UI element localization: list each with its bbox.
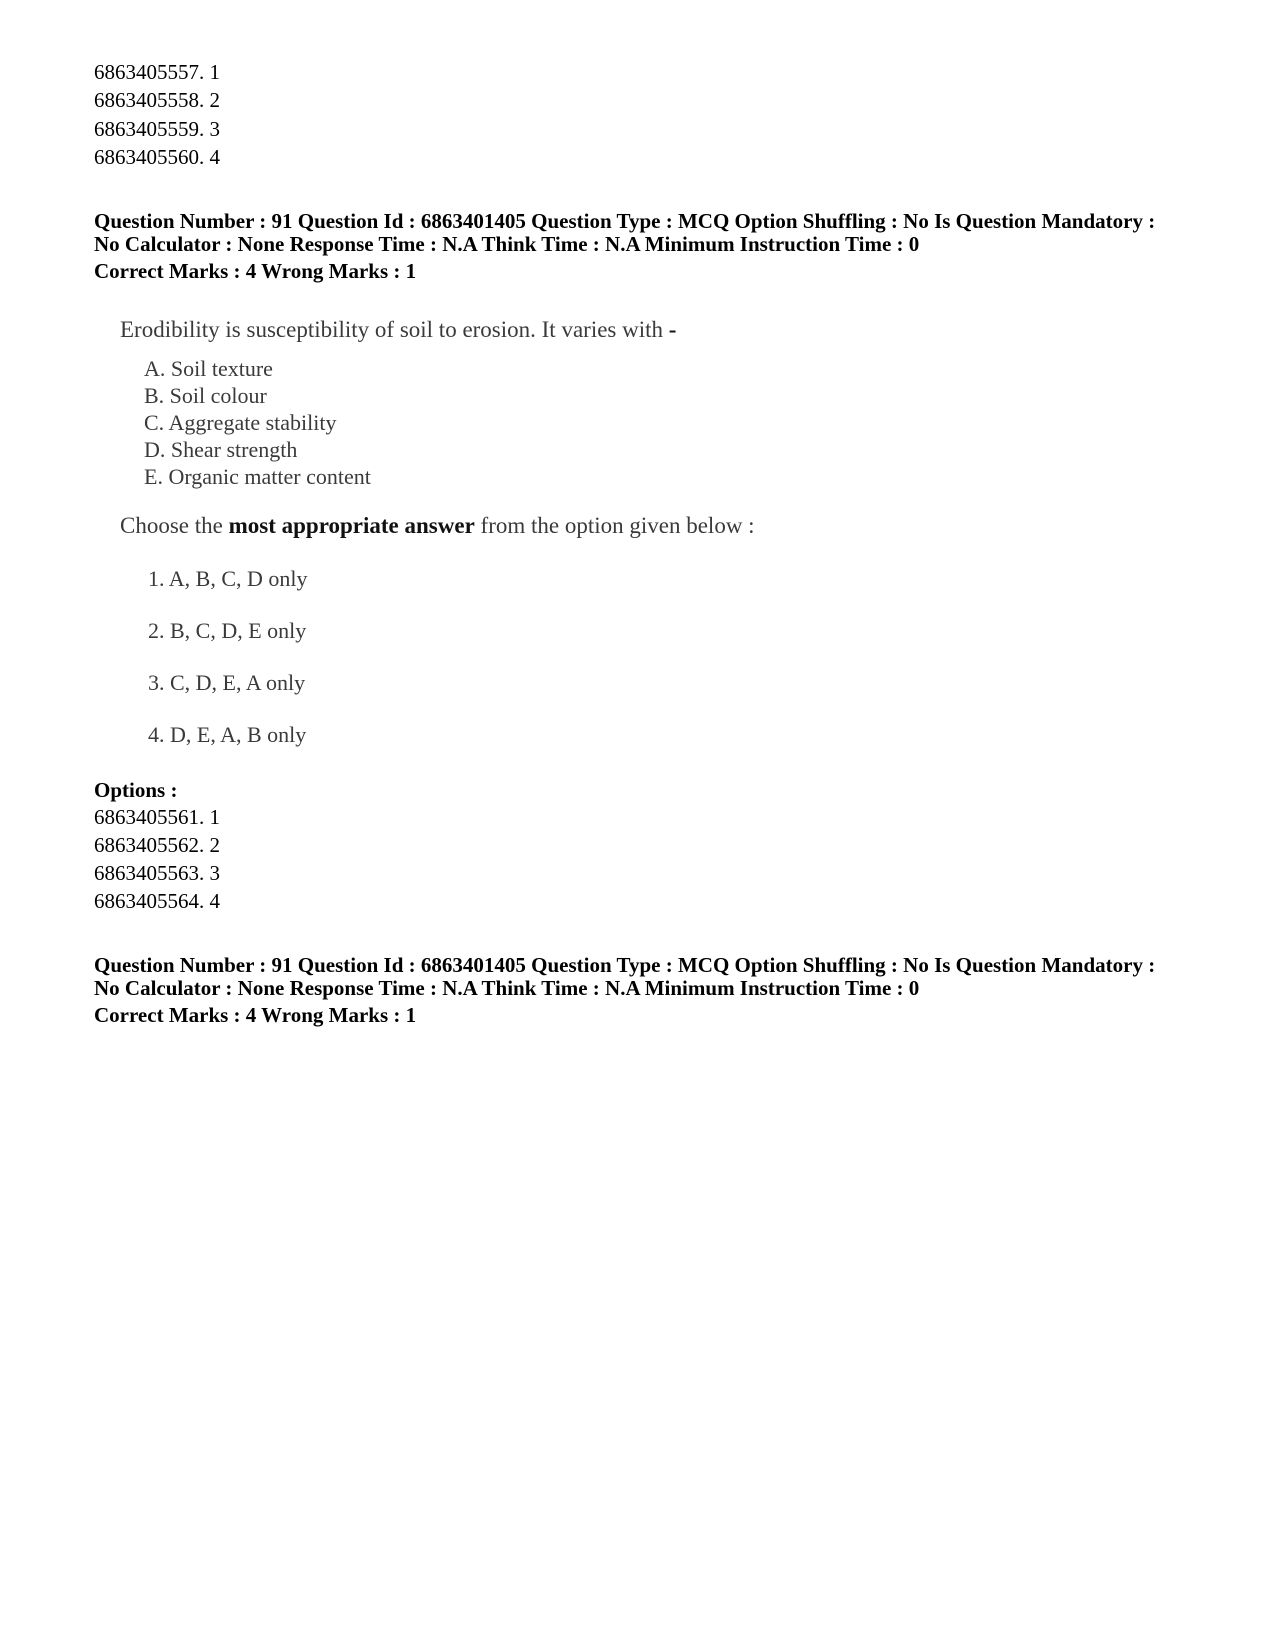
statement-item: C. Aggregate stability bbox=[144, 410, 337, 435]
option-line: 6863405561. 1 bbox=[94, 805, 220, 829]
option-line: 6863405557. 1 bbox=[94, 60, 220, 84]
question-image bbox=[94, 315, 814, 795]
statement-item: D. Shear strength bbox=[144, 437, 298, 462]
question-stem: Erodibility is susceptibility of soil to erosion. It varies with - bbox=[120, 317, 677, 342]
question-marks: Correct Marks : 4 Wrong Marks : 1 bbox=[94, 1003, 417, 1027]
answer-choice: 3. C, D, E, A only bbox=[148, 670, 306, 695]
statement-item: B. Soil colour bbox=[144, 383, 267, 408]
option-line: 6863405559. 3 bbox=[94, 117, 220, 141]
question-meta-line1: Question Number : 91 Question Id : 6863401405 Question Type : MCQ Option Shuffling : No Is Question Mandatory : bbox=[94, 209, 1156, 233]
question-meta-line1: Question Number : 91 Question Id : 6863401405 Question Type : MCQ Option Shuffling : No Is Question Mandatory : bbox=[94, 953, 1156, 977]
answer-choice: 1. A, B, C, D only bbox=[148, 566, 308, 591]
answer-choice: 2. B, C, D, E only bbox=[148, 618, 307, 643]
question-meta-line2: No Calculator : None Response Time : N.A Think Time : N.A Minimum Instruction Time : 0 bbox=[94, 232, 920, 256]
option-line: 6863405562. 2 bbox=[94, 833, 220, 857]
option-line: 6863405558. 2 bbox=[94, 88, 220, 112]
choose-instruction: Choose the most appropriate answer from the option given below : bbox=[120, 513, 755, 538]
statement-item: A. Soil texture bbox=[144, 356, 273, 381]
option-line: 6863405563. 3 bbox=[94, 861, 220, 885]
question-meta-line2: No Calculator : None Response Time : N.A Think Time : N.A Minimum Instruction Time : 0 bbox=[94, 976, 920, 1000]
statement-item: E. Organic matter content bbox=[144, 464, 371, 489]
option-line: 6863405560. 4 bbox=[94, 145, 220, 169]
answer-choice: 4. D, E, A, B only bbox=[148, 722, 307, 747]
option-line: 6863405564. 4 bbox=[94, 889, 220, 913]
options-label: Options : bbox=[94, 778, 178, 802]
question-marks: Correct Marks : 4 Wrong Marks : 1 bbox=[94, 259, 417, 283]
